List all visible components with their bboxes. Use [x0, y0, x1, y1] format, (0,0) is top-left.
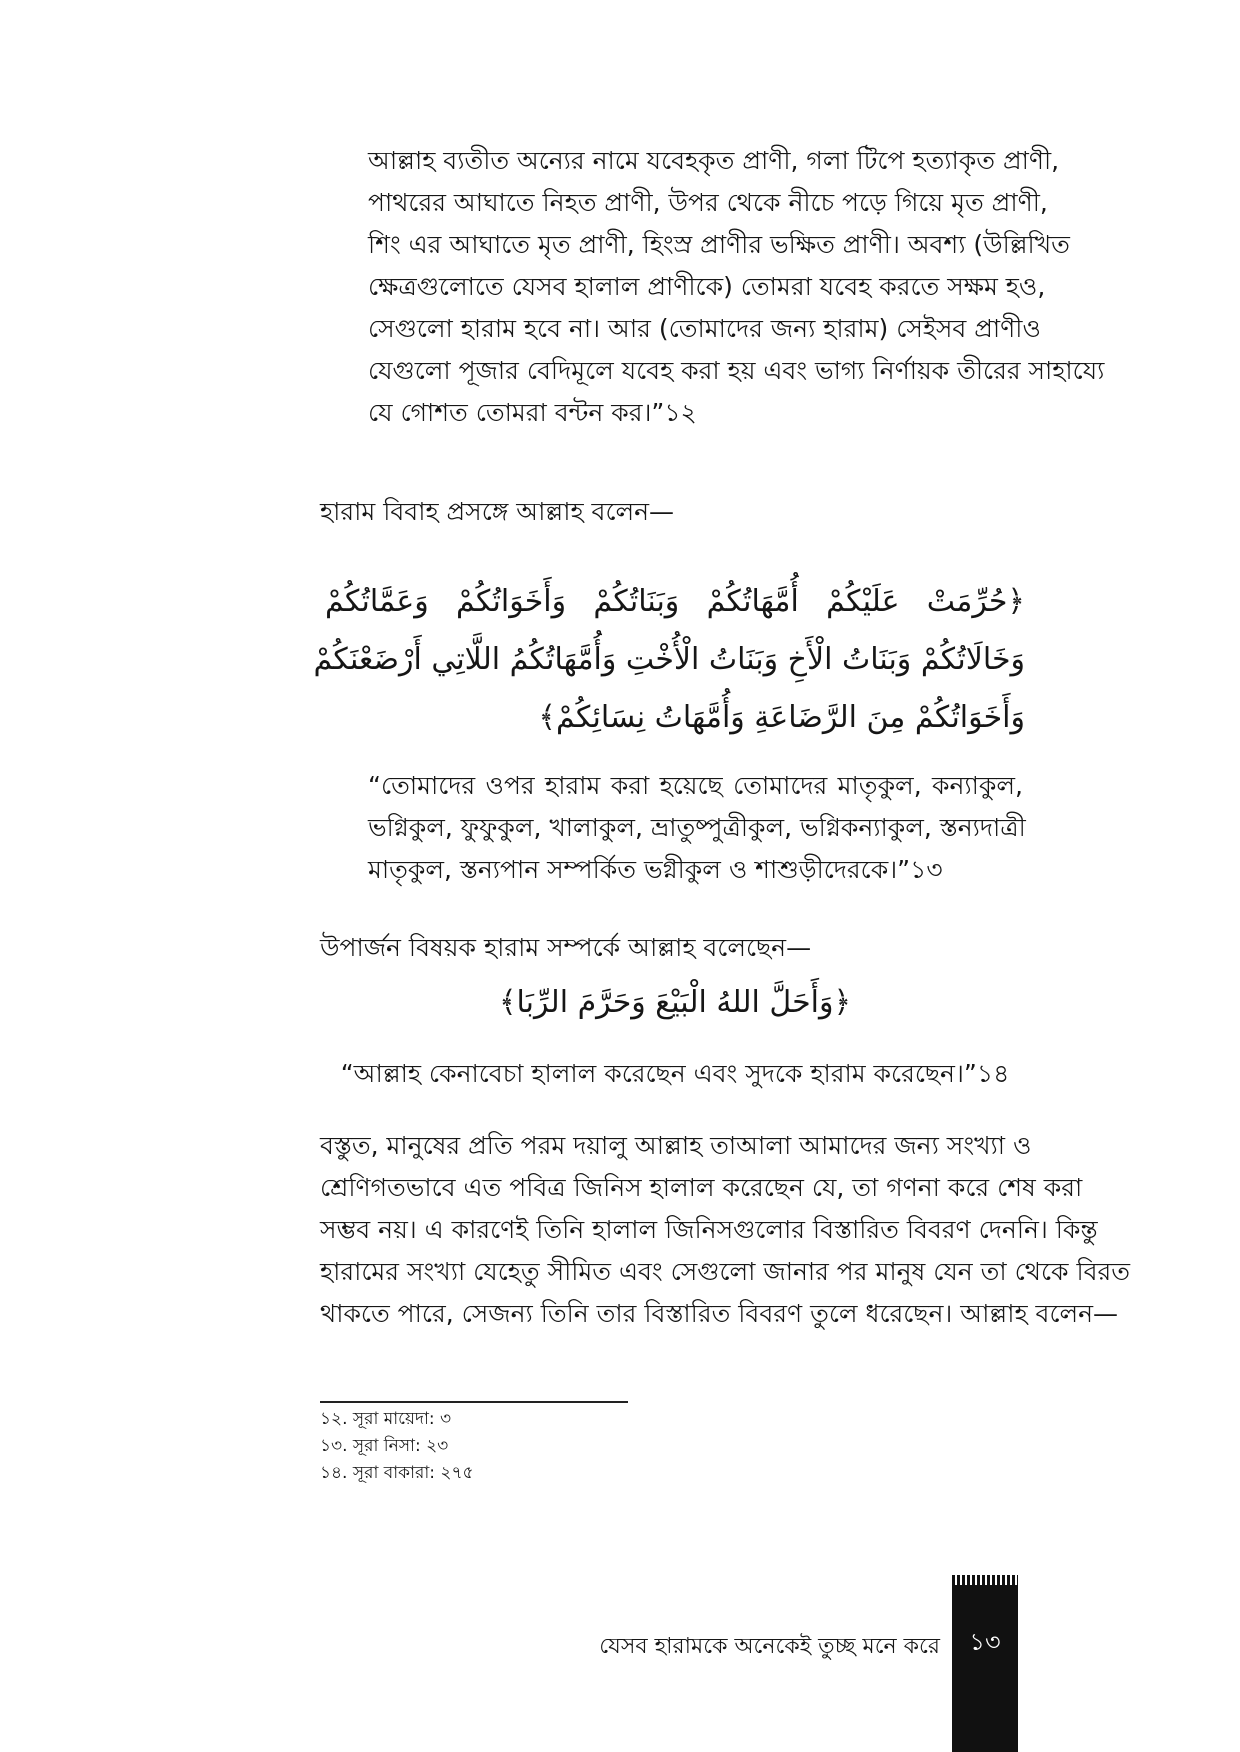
- text-line: হারামের সংখ্যা যেহেতু সীমিত এবং সেগুলো জানার পর মানুষ যেন তা থেকে বিরত: [320, 1257, 1131, 1286]
- arabic-verse-1: [313, 573, 1025, 747]
- translation-2: [368, 765, 1026, 891]
- heading-marriage: হারাম বিবাহ প্রসঙ্গে আল্লাহ বলেন—: [320, 497, 675, 526]
- footnote: ১২. সূরা মায়েদা: ৩: [320, 1409, 452, 1429]
- footnote: ১৩. সূরা নিসা: ২৩: [320, 1436, 449, 1456]
- text-line: মাতৃকুল, স্তন্যপান সম্পর্কিত ভগ্নীকুল ও শাশুড়ীদেরকে।”১৩: [368, 855, 943, 884]
- text-line: যে গোশত তোমরা বন্টন কর।”১২: [368, 398, 697, 427]
- footnote-divider: [320, 1401, 628, 1403]
- text-line: আল্লাহ ব্যতীত অন্যের নামে যবেহকৃত প্রাণী, গলা টিপে হত্যাকৃত প্রাণী,: [368, 146, 1060, 175]
- footnotes: [320, 1406, 474, 1487]
- text-line: যেগুলো পূজার বেদিমূলে যবেহ করা হয় এবং ভাগ্য নির্ণায়ক তীরের সাহায্যে: [368, 356, 1105, 385]
- heading-earning: উপার্জন বিষয়ক হারাম সম্পর্কে আল্লাহ বলেছেন—: [320, 933, 812, 962]
- text-line: সম্ভব নয়। এ কারণেই তিনি হালাল জিনিসগুলোর বিস্তারিত বিবরণ দেননি। কিন্তু: [320, 1215, 1098, 1244]
- page-number-tab: [952, 1575, 1018, 1752]
- tab-perforation: [952, 1575, 1018, 1585]
- text-line: ভগ্নিকুল, ফুফুকুল, খালাকুল, ভ্রাতুষ্পুত্রীকুল, ভগ্নিকন্যাকুল, স্তন্যদাত্রী: [368, 813, 1026, 842]
- body-paragraph: [320, 1125, 1131, 1335]
- text-line: শ্রেণিগতভাবে এত পবিত্র জিনিস হালাল করেছেন যে, তা গণনা করে শেষ করা: [320, 1173, 1083, 1202]
- running-head: যেসব হারামকে অনেকেই তুচ্ছ মনে করে: [599, 1634, 940, 1659]
- verse-translation-1: [368, 140, 1105, 434]
- page-number: ১৩: [969, 1628, 1001, 1656]
- arabic-line: ﴿حُرِّمَتْ عَلَيْكُمْ أُمَّهَاتُكُمْ وَبَنَاتُكُمْ وَأَخَوَاتُكُمْ وَعَمَّاتُكُمْ: [325, 584, 1025, 619]
- text-line: শিং এর আঘাতে মৃত প্রাণী, হিংস্র প্রাণীর ভক্ষিত প্রাণী। অবশ্য (উল্লিখিত: [368, 230, 1070, 259]
- arabic-verse-2: ﴿وَأَحَلَّ اللهُ الْبَيْعَ وَحَرَّمَ الرِّبَا﴾: [498, 985, 852, 1020]
- text-line: পাথরের আঘাতে নিহত প্রাণী, উপর থেকে নীচে পড়ে গিয়ে মৃত প্রাণী,: [368, 188, 1048, 217]
- text-line: সেগুলো হারাম হবে না। আর (তোমাদের জন্য হারাম) সেইসব প্রাণীও: [368, 314, 1041, 343]
- translation-3: “আল্লাহ কেনাবেচা হালাল করেছেন এবং সুদকে হারাম করেছেন।”১৪: [340, 1059, 1010, 1088]
- text-line: থাকতে পারে, সেজন্য তিনি তার বিস্তারিত বিবরণ তুলে ধরেছেন। আল্লাহ বলেন—: [320, 1299, 1119, 1328]
- footnote: ১৪. সূরা বাকারা: ২৭৫: [320, 1463, 474, 1483]
- arabic-line: وَخَالَاتُكُمْ وَبَنَاتُ الْأَخِ وَبَنَاتُ الْأُخْتِ وَأُمَّهَاتُكُمُ اللَّاتِي أَرْضَعْنَكُمْ: [313, 642, 1025, 677]
- text-line: ক্ষেত্রগুলোতে যেসব হালাল প্রাণীকে) তোমরা যবেহ করতে সক্ষম হও,: [368, 272, 1046, 301]
- text-line: বস্তুত, মানুষের প্রতি পরম দয়ালু আল্লাহ তাআলা আমাদের জন্য সংখ্যা ও: [320, 1131, 1032, 1160]
- arabic-line: وَأَخَوَاتُكُمْ مِنَ الرَّضَاعَةِ وَأُمَّهَاتُ نِسَائِكُمْ﴾: [538, 700, 1025, 735]
- text-line: “তোমাদের ওপর হারাম করা হয়েছে তোমাদের মাতৃকুল, কন্যাকুল,: [368, 771, 1023, 800]
